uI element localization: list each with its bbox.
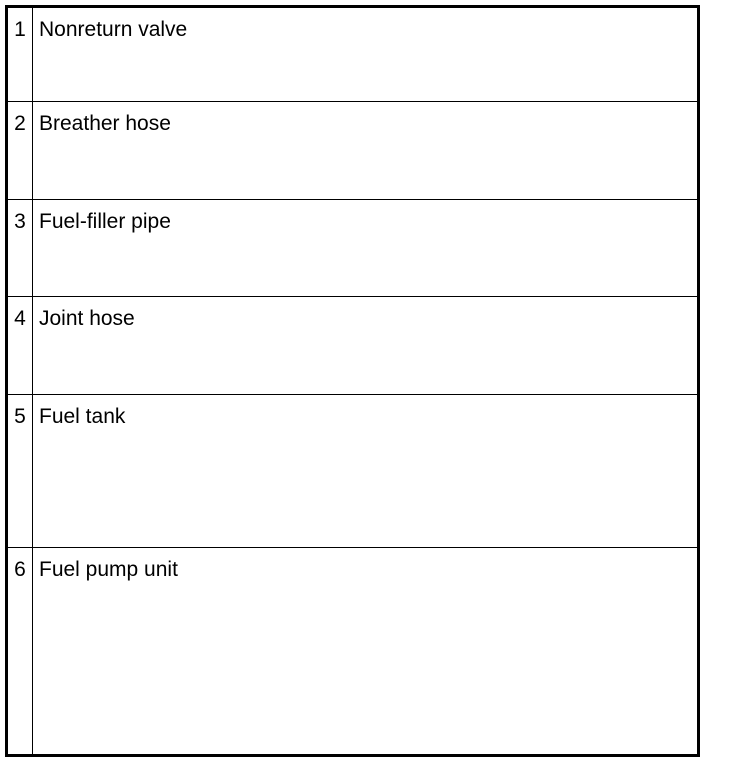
item-number: 4 <box>7 297 33 394</box>
table-row <box>7 199 699 296</box>
item-number: 2 <box>7 102 33 199</box>
table-row <box>7 394 699 548</box>
table-row <box>7 548 699 756</box>
item-number: 5 <box>7 394 33 548</box>
item-label: Joint hose <box>33 297 699 394</box>
item-label: Fuel pump unit <box>33 548 699 756</box>
parts-legend-table <box>5 5 700 757</box>
table-row <box>7 102 699 199</box>
item-number: 3 <box>7 199 33 296</box>
item-label: Nonreturn valve <box>39 18 188 41</box>
item-label: Fuel-filler pipe <box>33 199 699 296</box>
table-row <box>7 7 699 102</box>
item-label: Fuel tank <box>33 394 699 548</box>
table-row <box>7 297 699 394</box>
item-number: 1 <box>7 7 33 102</box>
item-label: Breather hose <box>33 102 699 199</box>
item-number: 6 <box>7 548 33 756</box>
